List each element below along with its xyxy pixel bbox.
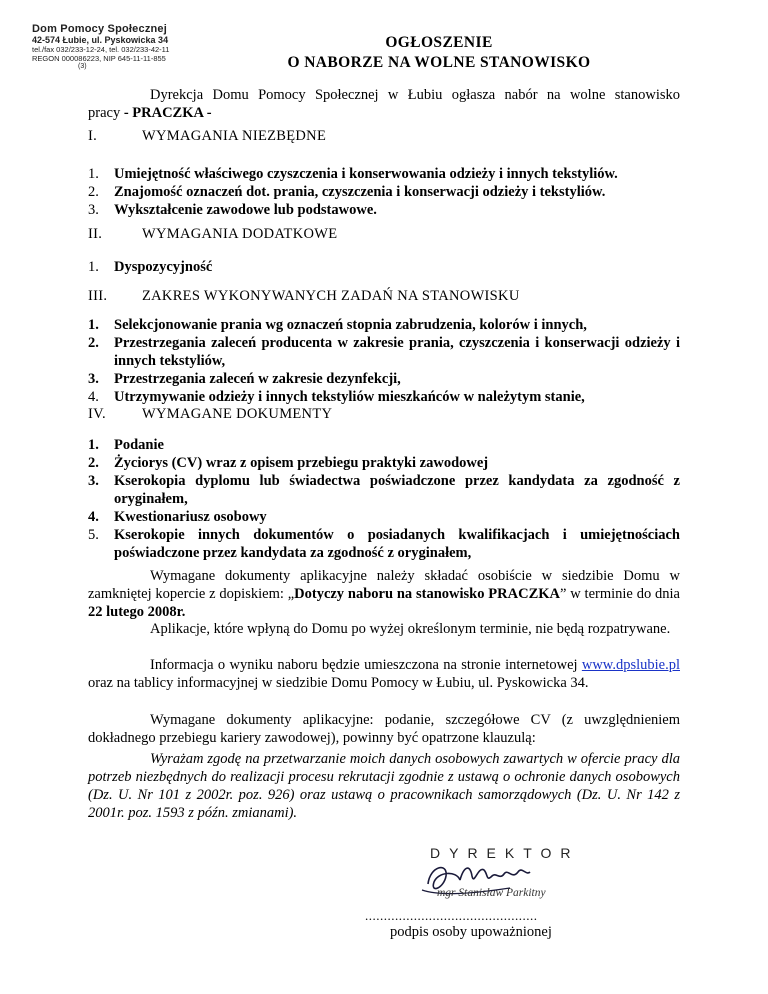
list-item (88, 183, 680, 201)
item-text: Dyspozycyjność (114, 259, 213, 275)
item-text: Przestrzegania zaleceń w zakresie dezynfekcji, (114, 371, 401, 387)
section-number: III. (88, 288, 108, 304)
info-paragraph (88, 656, 680, 692)
additional-list (88, 258, 680, 276)
section-title: WYMAGANE DOKUMENTY (142, 406, 333, 422)
item-text: Przestrzegania zaleceń producenta w zakresie prania, czyszczenia i konserwacji odzieży i innych tekstyliów, (114, 335, 680, 369)
page-title: OGŁOSZENIE (385, 34, 493, 51)
section-tasks-heading (88, 287, 520, 305)
consent-clause: Wyrażam zgodę na przetwarzanie moich danych osobowych zawartych w ofercie pracy dla potrzeb niezbędnych do realizacji procesu rekrutacji zgodnie z ustawą o ochronie danych osobowych (Dz. U. Nr 101 z 2002r. poz. 926) oraz ustawą o pracownikach samorządowych (Dz. U. Nr 142 z 2001r. poz. 1593 z późn. zmianami). (88, 751, 680, 821)
item-number: 4. (88, 389, 99, 405)
section-documents-heading (88, 405, 332, 423)
submission-text: Wymagane dokumenty aplikacyjne należy składać osobiście w siedzibie Domu w zamkniętej kopercie z dopiskiem: „ (88, 568, 680, 602)
list-item (88, 388, 680, 406)
tasks-list (88, 316, 680, 406)
section-additional-heading (88, 225, 337, 243)
item-number: 3. (88, 473, 99, 489)
signature-line: .............................................. (365, 908, 538, 923)
item-number: 3. (88, 371, 99, 387)
info-text-2: oraz na tablicy informacyjnej w siedzibie Domu Pomocy w Łubiu, ul. Pyskowicka 34. (88, 675, 589, 691)
late-notice-paragraph: Aplikacje, które wpłyną do Domu po wyżej określonym terminie, nie będą rozpatrywane. (150, 621, 671, 637)
item-number: 1. (88, 166, 99, 182)
item-number: 1. (88, 317, 99, 333)
intro-line: Dyrekcja Domu Pomocy Społecznej w Łubiu ogłasza nabór na wolne stanowisko (150, 87, 680, 103)
list-item (88, 258, 680, 276)
item-text: Wykształcenie zawodowe lub podstawowe. (114, 202, 377, 218)
item-text: Życiorys (CV) wraz z opisem przebiegu praktyki zawodowej (114, 455, 489, 471)
item-number: 1. (88, 259, 99, 275)
item-text: Kserokopie innych dokumentów o posiadanych kwalifikacjach i umiejętnościach poświadczone przez kandydata za zgodność z oryginałem, (114, 527, 680, 561)
page-subtitle: O NABORZE NA WOLNE STANOWISKO (287, 54, 591, 71)
item-text: Znajomość oznaczeń dot. prania, czyszczenia i konserwacji odzieży i tekstyliów. (114, 184, 606, 200)
list-item (88, 370, 680, 388)
item-number: 4. (88, 509, 99, 525)
intro-prefix: pracy (88, 105, 124, 121)
stamp-line-regon: REGON 000086223, NIP 645-11-11-855 (32, 54, 166, 63)
item-text: Umiejętność właściwego czyszczenia i konserwowania odzieży i innych tekstyliów. (114, 166, 618, 182)
list-item (88, 436, 680, 454)
item-text: Selekcjonowanie prania wg oznaczeń stopnia zabrudzenia, kolorów i innych, (114, 317, 587, 333)
item-number: 2. (88, 335, 99, 351)
item-number: 1. (88, 437, 99, 453)
item-text: Kserokopia dyplomu lub świadectwa poświadczone przez kandydata za zgodność z oryginałem, (114, 473, 680, 507)
item-number: 2. (88, 455, 99, 471)
documents-list (88, 436, 680, 562)
submission-text-2: ” w terminie do dnia (560, 586, 680, 602)
section-title: ZAKRES WYKONYWANYCH ZADAŃ NA STANOWISKU (142, 288, 520, 304)
section-number: II. (88, 226, 103, 242)
envelope-note: Dotyczy naboru na stanowisko PRACZKA (294, 586, 560, 602)
section-title: WYMAGANIA DODATKOWE (142, 226, 338, 242)
stamp-line-name: Dom Pomocy Społecznej (32, 23, 168, 35)
signature-caption: podpis osoby upoważnionej (390, 924, 552, 940)
list-item (88, 165, 680, 183)
stamp-line-address: 42-574 Łubie, ul. Pyskowicka 34 (32, 35, 169, 45)
position-name: - PRACZKA - (123, 105, 212, 121)
list-item (88, 201, 680, 219)
stamp-line-phone: tel./fax 032/233-12-24, tel. 032/233-42-11 (32, 45, 170, 54)
website-link[interactable]: www.dpslubie.pl (581, 657, 680, 673)
item-text: Utrzymywanie odzieży i innych tekstyliów mieszkańców w należytym stanie, (114, 389, 585, 405)
item-number: 3. (88, 202, 99, 218)
info-text: Informacja o wyniku naboru będzie umieszczona na stronie internetowej (150, 657, 582, 673)
director-stamp-title: DYREKTOR (430, 845, 580, 861)
handwritten-signature (400, 836, 600, 918)
deadline-date: 22 lutego 2008r. (88, 604, 186, 620)
item-number: 2. (88, 184, 99, 200)
list-item (88, 472, 680, 508)
list-item (88, 508, 680, 526)
item-text: Kwestionariusz osobowy (114, 509, 267, 525)
required-list (88, 165, 680, 219)
list-item (88, 316, 680, 334)
stamp-line-number: (3) (78, 63, 87, 70)
section-title: WYMAGANIA NIEZBĘDNE (142, 128, 327, 144)
section-required-heading (88, 127, 326, 145)
submission-paragraph (88, 567, 680, 621)
section-number: I. (88, 128, 98, 144)
cv-note-paragraph: Wymagane dokumenty aplikacyjne: podanie, szczegółowe CV (z uwzględnieniem dokładnego przebiegu kariery zawodowej), powinny być opatrzone klauzulą: (88, 712, 680, 746)
item-number: 5. (88, 527, 99, 543)
list-item (88, 334, 680, 370)
list-item (88, 454, 680, 472)
list-item (88, 526, 680, 562)
intro-paragraph (88, 86, 680, 122)
director-name: mgr Stanisław Parkitny (437, 887, 546, 899)
section-number: IV. (88, 406, 106, 422)
item-text: Podanie (114, 437, 164, 453)
